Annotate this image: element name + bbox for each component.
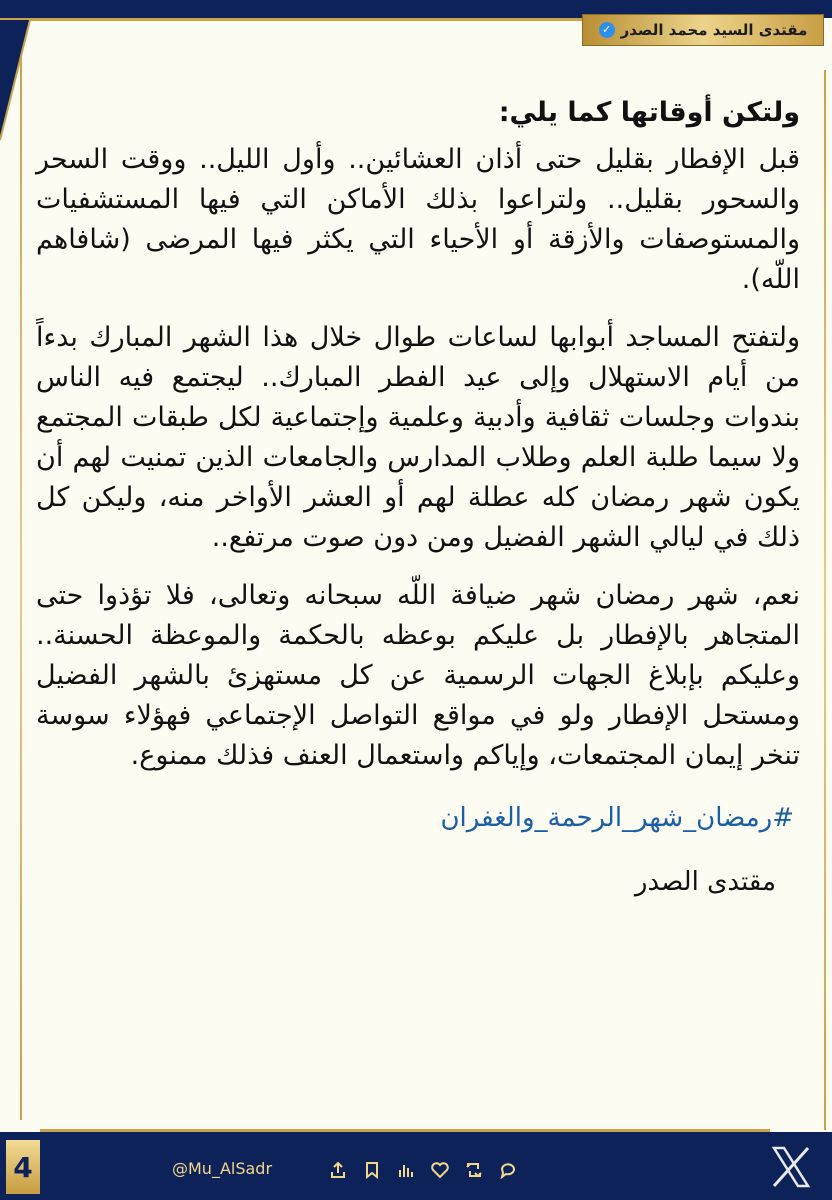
top-gold-line <box>0 18 600 21</box>
share-icon[interactable] <box>328 1160 348 1180</box>
paragraph: نعم، شهر رمضان شهر ضيافة اللّه سبحانه وتعالى، فلا تؤذوا حتى المتجاهر بالإفطار بل عليكم بوعظه بالحكمة والموعظة الحسنة.. وعليكم بإبلاغ الجهات الرسمية عن كل مستهزئ بالشهر الفضيل ومستحل الإفطار ولو في مواقع التواصل الإجتماعي فهؤلاء سوسة تنخر إيمان المجتمعات، وإياكم واستعمال العنف فذلك ممنوع. <box>36 580 800 771</box>
paragraph: ولتفتح المساجد أبوابها لساعات طوال خلال هذا الشهر المبارك بدءاً من أيام الاستهلال وإلى عيد الفطر المبارك.. ليجتمع فيه الناس بندوات وجلسات ثقافية وأدبية وعلمية وإجتماعية لكل طبقات المجتمع ولا سيما طلبة العلم وطلاب المدارس والجامعات الذين تمنيت لهم أن يكون شهر رمضان كله عطلة لهم أو العشر الأواخر منه، وليكن كل ذلك في ليالي الشهر الفضيل ومن دون صوت مرتفع.. <box>36 322 800 553</box>
author-name: مقتدى السيد محمد الصدر <box>620 21 808 39</box>
paragraph: قبل الإفطار بقليل حتى أذان العشائين.. وأول الليل.. ووقت السحر والسحور بقليل.. ولتراعوا بذلك الأماكن التي فيها المستشفيات والمستوصفات والأزقة أو الأحياء التي يكثر فيها المرضى (شافاهم اللّه). <box>36 144 800 295</box>
page-number: 4 <box>6 1140 40 1194</box>
retweet-icon[interactable] <box>464 1160 484 1180</box>
x-logo-icon <box>768 1144 814 1190</box>
post-body <box>36 92 800 902</box>
verified-icon: ✓ <box>599 22 615 38</box>
action-icons <box>328 1160 518 1180</box>
bookmark-icon[interactable] <box>362 1160 382 1180</box>
hashtag-link[interactable]: #رمضان_شهر_الرحمة_والغفران <box>440 803 794 833</box>
footer-bar <box>0 1132 832 1200</box>
section-heading: ولتكن أوقاتها كما يلي: <box>498 97 800 128</box>
author-tag <box>582 14 824 46</box>
account-handle[interactable]: @Mu_AlSadr <box>172 1159 273 1178</box>
reply-icon[interactable] <box>498 1160 518 1180</box>
like-icon[interactable] <box>430 1160 450 1180</box>
left-frame-line <box>20 40 22 1120</box>
right-frame-line <box>824 70 826 1130</box>
stats-icon[interactable] <box>396 1160 416 1180</box>
signature: مقتدى الصدر <box>634 867 776 897</box>
